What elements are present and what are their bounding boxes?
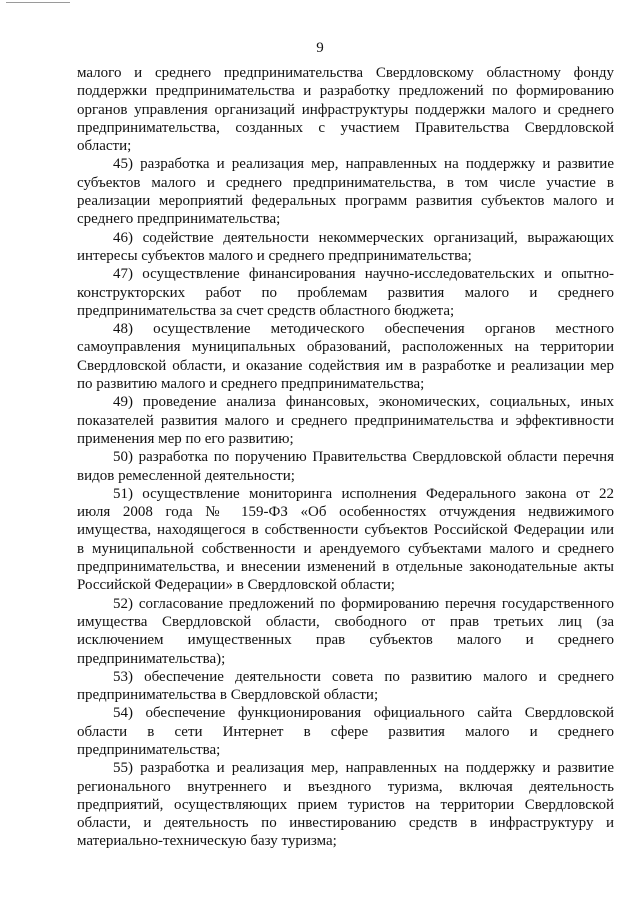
- text-line: в муниципальной собственности и арендуемого субъектами малого и среднего: [77, 540, 614, 557]
- text-line: предпринимательства, и внесении изменений в отдельные законодательные акты: [77, 559, 614, 576]
- text-line: самоуправления муниципальных образований, расположенных на территории: [77, 339, 614, 356]
- text-line: конструкторских работ по проблемам развития малого и среднего: [77, 284, 614, 301]
- document-body: [77, 64, 614, 851]
- text-line: предпринимательства, созданных с участием Правительства Свердловской: [77, 119, 614, 136]
- text-line: органов управления организаций инфраструктуры поддержки малого и среднего: [77, 101, 614, 118]
- text-line: имущества Свердловской области, свободного от прав третьих лиц (за: [77, 613, 614, 630]
- text-line: по развитию малого и среднего предпринимательства;: [77, 376, 425, 393]
- text-line: Российской Федерации» в Свердловской области;: [77, 577, 395, 594]
- paragraph: [77, 393, 614, 448]
- text-line: 46) содействие деятельности некоммерческих организаций, выражающих: [113, 229, 614, 246]
- text-line: имущества, находящегося в собственности субъектов Российской Федерации или: [77, 522, 614, 539]
- text-line: интересы субъектов малого и среднего предпринимательства;: [77, 247, 472, 264]
- text-line: предпринимательства за счет средств областного бюджета;: [77, 302, 455, 319]
- text-line: регионального внутреннего и въездного туризма, включая деятельность: [77, 778, 614, 795]
- text-line: 45) разработка и реализация мер, направленных на поддержку и развитие: [113, 156, 614, 173]
- paragraph: [77, 320, 614, 393]
- text-line: области;: [77, 138, 132, 155]
- text-line: Свердловской области, и оказание содействия им в разработке и реализации мер: [77, 357, 614, 374]
- paragraph: [77, 64, 614, 155]
- paragraph: [77, 485, 614, 595]
- scan-edge-line: [6, 2, 70, 3]
- text-line: материально-техническую базу туризма;: [77, 833, 337, 850]
- paragraph: [77, 759, 614, 850]
- paragraph: [77, 155, 614, 228]
- text-line: июля 2008 года № 159-ФЗ «Об особенностях отчуждения недвижимого: [77, 504, 614, 521]
- text-line: 53) обеспечение деятельности совета по развитию малого и среднего: [113, 668, 614, 685]
- text-line: предпринимательства);: [77, 650, 226, 667]
- text-line: предпринимательства в Свердловской области;: [77, 687, 379, 704]
- paragraph: [77, 704, 614, 759]
- text-line: 54) обеспечение функционирования официального сайта Свердловской: [113, 705, 614, 722]
- text-line: малого и среднего предпринимательства Свердловскому областному фонду: [77, 65, 614, 81]
- text-line: видов ремесленной деятельности;: [77, 467, 295, 484]
- text-line: 51) осуществление мониторинга исполнения Федерального закона от 22: [113, 485, 614, 502]
- text-line: реализации мероприятий федеральных программ развития субъектов малого и: [77, 193, 614, 210]
- text-line: области в сети Интернет в сфере развития малого и среднего: [77, 723, 614, 740]
- text-line: 48) осуществление методического обеспечения органов местного: [113, 321, 614, 338]
- paragraph: [77, 595, 614, 668]
- text-line: 52) согласование предложений по формированию перечня государственного: [113, 595, 614, 612]
- text-line: применения мер по его развитию;: [77, 430, 294, 447]
- text-line: показателей развития малого и среднего предпринимательства и эффективности: [77, 412, 614, 429]
- paragraph: [77, 448, 614, 485]
- paragraph: [77, 229, 614, 266]
- text-line: области, и деятельность по инвестированию средств в инфраструктуру и: [77, 815, 614, 832]
- paragraph: [77, 265, 614, 320]
- page-number: 9: [316, 40, 324, 56]
- text-line: 47) осуществление финансирования научно-исследовательских и опытно-: [113, 266, 614, 283]
- text-line: поддержки предпринимательства и разработку предложений по формированию: [77, 83, 614, 100]
- text-line: среднего предпринимательства;: [77, 211, 281, 228]
- paragraph: [77, 668, 614, 705]
- text-line: предпринимательства;: [77, 741, 221, 758]
- text-line: 50) разработка по поручению Правительства Свердловской области перечня: [113, 449, 614, 466]
- text-line: 55) разработка и реализация мер, направленных на поддержку и развитие: [113, 760, 614, 777]
- text-line: исключением имущественных прав субъектов малого и среднего: [77, 632, 614, 649]
- text-line: 49) проведение анализа финансовых, экономических, социальных, иных: [113, 394, 614, 411]
- text-line: предприятий, осуществляющих прием туристов на территории Свердловской: [77, 796, 614, 813]
- text-line: субъектов малого и среднего предпринимательства, в том числе участие в: [77, 174, 614, 191]
